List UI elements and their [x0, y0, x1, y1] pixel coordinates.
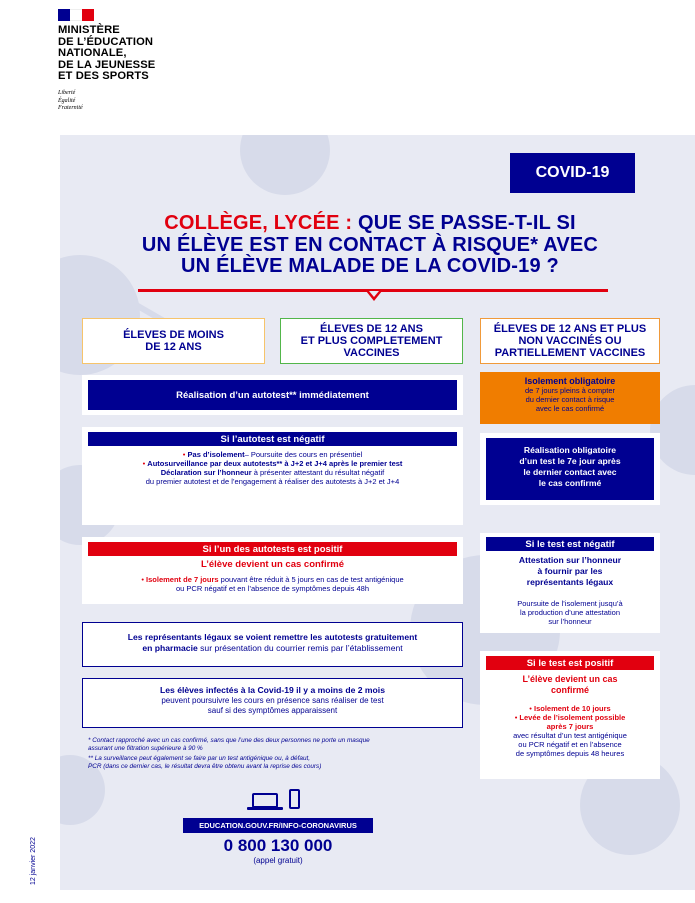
- footnotes: * Contact rapproché avec un cas confirmé, sans que l’une des deux personnes ne porte un masque assurant une filtration supérieure à 90 % ** La surveillance peut également se faire par un test antigénique ou, à défaut, PCR (dans ce dernier cas, le résultat devra être obtenu avant la reprise des cours): [88, 737, 370, 770]
- hotline-number[interactable]: 0 800 130 000: [223, 836, 333, 855]
- covid-badge: COVID-19: [510, 153, 635, 193]
- phone-icon: [289, 789, 300, 809]
- autotest-banner: Réalisation d’un autotest** immédiatement: [88, 380, 457, 410]
- isolation-continues-text: Poursuite de l’isolement jusqu’à la production d’une attestation sur l’honneur: [517, 599, 623, 626]
- positive-autotest-details: • Isolement de 7 jours pouvant être réduit à 5 jours en cas de test antigénique ou PCR négatif et en l’absence de symptômes depuis 48h: [141, 575, 404, 593]
- infected-students-text: Les élèves infectés à la Covid-19 il y a moins de 2 mois peuvent poursuivre les cours en présence sans réaliser de test sauf si des symptômes apparaissent: [160, 685, 385, 715]
- positive-test-details: • Isolement de 10 jours • Levée de l’isolement possible après 7 jours avec résultat d’un test antigénique ou PCR négatif et en l’absence de symptômes depuis 48 heures: [513, 704, 627, 758]
- legal-representatives-text: Les représentants légaux se voient remettre les autotests gratuitement en pharmacie sur présentation du courrier remis par l’établissement: [127, 632, 418, 653]
- positive-autotest-header: Si l’un des autotests est positif: [88, 542, 457, 556]
- info-url-link[interactable]: EDUCATION.GOUV.FR/INFO-CORONAVIRUS: [183, 818, 373, 833]
- day7-test-banner: Réalisation obligatoire d’un test le 7e jour après le dernier contact avec le cas confirmé: [486, 438, 654, 500]
- publication-date: 12 janvier 2022: [30, 837, 37, 885]
- negative-test-header: Si le test est négatif: [486, 537, 654, 551]
- column-header-vaccinated: ÉLEVES DE 12 ANS ET PLUS COMPLETEMENT VACCINES: [280, 318, 463, 364]
- ministry-name: MINISTÈRE DE L’ÉDUCATION NATIONALE, DE LA JEUNESSE ET DES SPORTS: [58, 24, 156, 82]
- virus-decoration: [240, 135, 330, 195]
- attestation-text: Attestation sur l’honneur à fournir par les représentants légaux: [518, 555, 622, 587]
- negative-autotest-details: • Pas d’isolement– Poursuite des cours en présentiel • Autosurveillance par deux autotests** à J+2 et J+4 après le premier test Déclaration sur l’honneur à présenter attestant du résultat négatif du premier autotest et de l’engagement à réaliser des autotests à J+2 et J+4: [142, 450, 403, 486]
- column-header-unvaccinated: ÉLEVES DE 12 ANS ET PLUS NON VACCINÉS OU PARTIELLEMENT VACCINES: [480, 318, 660, 364]
- column-header-under-12: ÉLEVES DE MOINS DE 12 ANS: [82, 318, 265, 364]
- title-arrow-inner: [369, 291, 379, 297]
- page-title: COLLÈGE, LYCÉE : QUE SE PASSE-T-IL SI UN ÉLÈVE EST EN CONTACT À RISQUE* AVEC UN ÉLÈVE MALADE DE LA COVID-19 ?: [141, 212, 599, 277]
- confirmed-case-label-right: L’élève devient un cas confirmé: [522, 674, 618, 695]
- negative-autotest-header: Si l’autotest est négatif: [88, 432, 457, 446]
- free-call-label: (appel gratuit): [253, 856, 303, 865]
- marianne-flag-icon: [58, 9, 94, 21]
- republic-motto: Liberté Égalité Fraternité: [58, 90, 83, 111]
- laptop-base: [247, 807, 283, 810]
- confirmed-case-label: L’élève devient un cas confirmé: [200, 559, 345, 570]
- positive-test-header: Si le test est positif: [486, 656, 654, 670]
- laptop-icon: [252, 793, 278, 808]
- mandatory-isolation-box: Isolement obligatoire de 7 jours pleins à compter du dernier contact à risque avec le cas confirmé: [480, 372, 660, 424]
